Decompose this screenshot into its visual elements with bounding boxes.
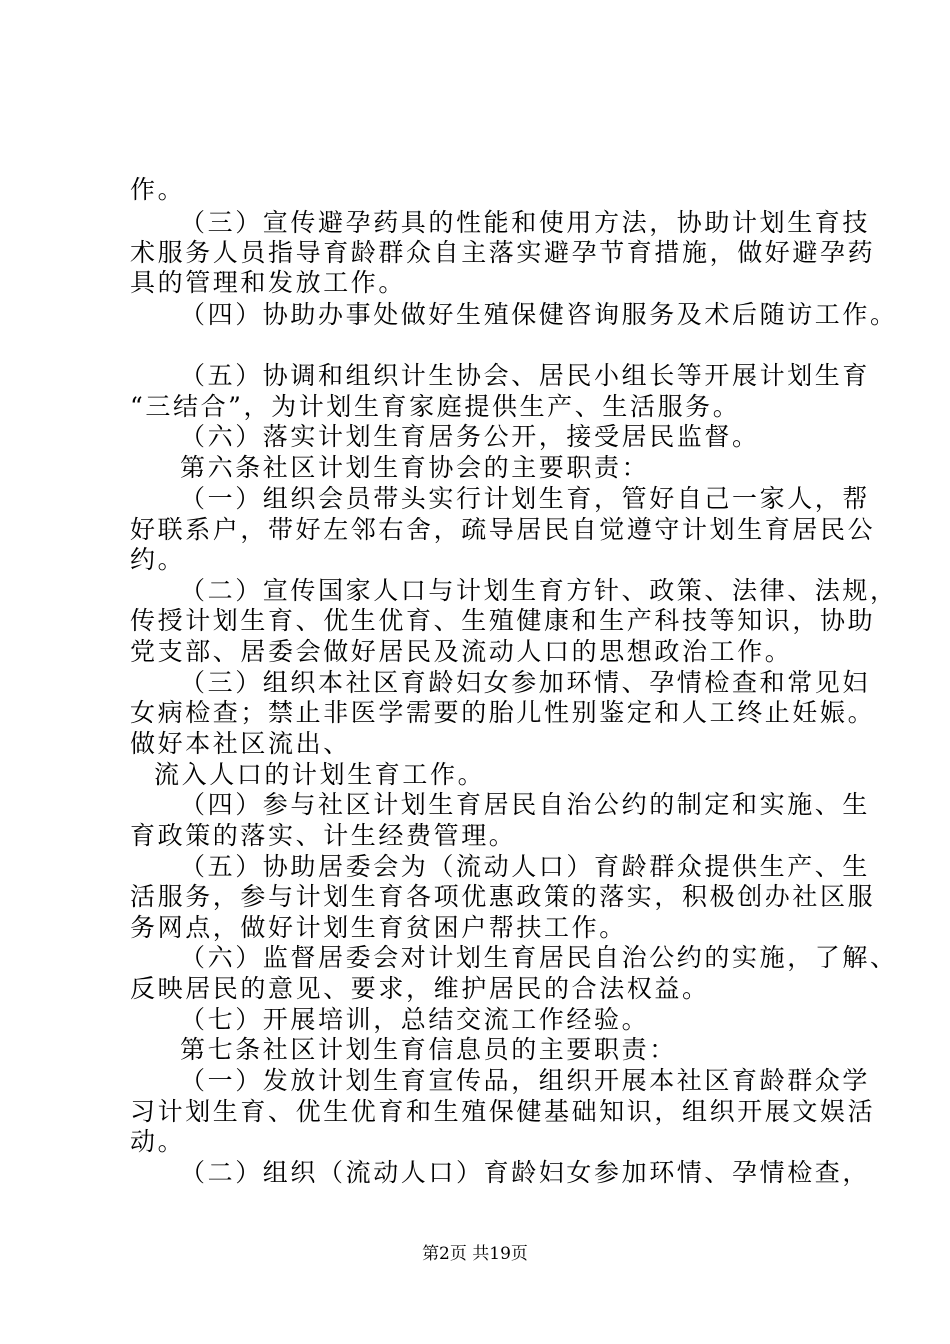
body-line-29: （一）发放计划生育宣传品，组织开展本社区育龄群众学 xyxy=(180,1066,871,1095)
body-line-8: （六）落实计划生育居务公开，接受居民监督。 xyxy=(180,422,760,451)
body-line-19: 流入人口的计划生育工作。 xyxy=(154,760,486,789)
body-line-17: 女病检查；禁止非医学需要的胎儿性别鉴定和人工终止妊娠。 xyxy=(130,698,876,727)
body-line-22: （五）协助居委会为（流动人口）育龄群众提供生产、生 xyxy=(180,852,871,881)
body-line-7: “三结合”，为计划生育家庭提供生产、生活服务。 xyxy=(130,392,741,421)
body-line-11: 好联系户，带好左邻右舍，疏导居民自觉遵守计划生育居民公 xyxy=(130,515,876,544)
section-heading-article-6: 第六条社区计划生育协会的主要职责： xyxy=(180,453,650,482)
body-line-23: 活服务，参与计划生育各项优惠政策的落实，积极创办社区服 xyxy=(130,882,876,911)
body-line-31: 动。 xyxy=(130,1127,186,1156)
body-line-3: 术服务人员指导育龄群众自主落实避孕节育措施，做好避孕药 xyxy=(130,238,876,267)
body-line-16: （三）组织本社区育龄妇女参加环情、孕情检查和常见妇 xyxy=(180,668,871,697)
body-line-13: （二）宣传国家人口与计划生育方针、政策、法律、法规， xyxy=(180,576,898,605)
body-line-30: 习计划生育、优生优育和生殖保健基础知识，组织开展文娱活 xyxy=(130,1097,876,1126)
body-line-32: （二）组织（流动人口）育龄妇女参加环情、孕情检查， xyxy=(180,1158,871,1187)
body-line-14: 传授计划生育、优生优育、生殖健康和生产科技等知识，协助 xyxy=(130,606,876,635)
body-line-26: 反映居民的意见、要求，维护居民的合法权益。 xyxy=(130,974,710,1003)
body-line-5: （四）协助办事处做好生殖保健咨询服务及术后随访工作。 xyxy=(180,300,898,329)
body-line-15: 党支部、居委会做好居民及流动人口的思想政治工作。 xyxy=(130,637,793,666)
body-line-24: 务网点，做好计划生育贫困户帮扶工作。 xyxy=(130,913,627,942)
body-line-4: 具的管理和发放工作。 xyxy=(130,268,407,297)
body-line-6: （五）协调和组织计生协会、居民小组长等开展计划生育 xyxy=(180,361,871,390)
body-line-21: 育政策的落实、计生经费管理。 xyxy=(130,821,517,850)
body-line-12: 约。 xyxy=(130,545,186,574)
page-footer: 第2页 共19页 xyxy=(422,1244,528,1264)
body-line-27: （七）开展培训，总结交流工作经验。 xyxy=(180,1005,650,1034)
body-line-25: （六）监督居委会对计划生育居民自治公约的实施，了解、 xyxy=(180,943,898,972)
section-heading-article-7: 第七条社区计划生育信息员的主要职责： xyxy=(180,1035,677,1064)
body-line-20: （四）参与社区计划生育居民自治公约的制定和实施、生 xyxy=(180,790,871,819)
body-line-10: （一）组织会员带头实行计划生育，管好自己一家人，帮 xyxy=(180,484,871,513)
body-line-1: 作。 xyxy=(130,175,186,204)
body-line-18: 做好本社区流出、 xyxy=(130,729,351,758)
body-line-2: （三）宣传避孕药具的性能和使用方法，协助计划生育技 xyxy=(180,208,871,237)
